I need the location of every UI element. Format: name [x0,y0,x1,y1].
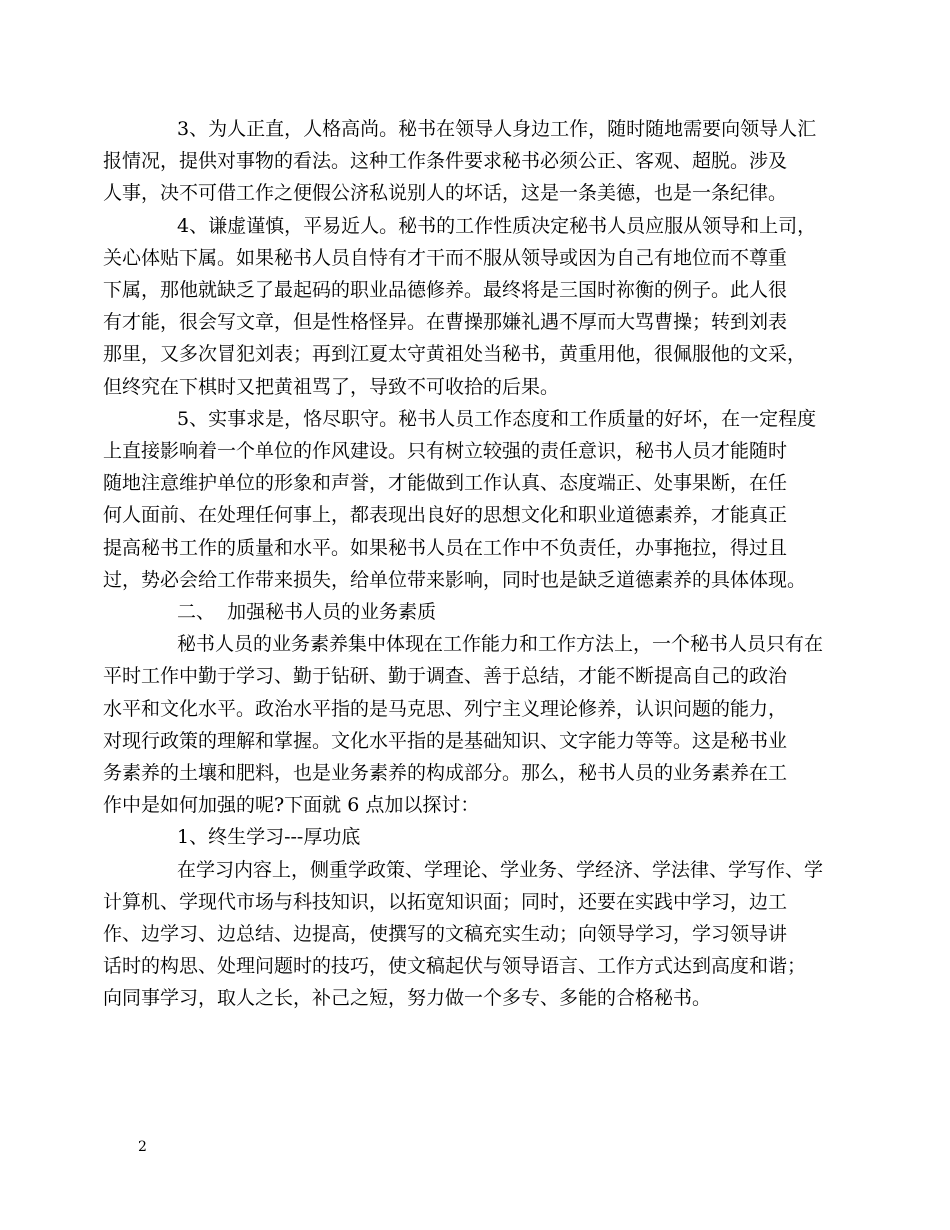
text-line: 4、谦虚谨慎，平易近人。秘书的工作性质决定秘书人员应服从领导和上司， [177,214,817,237]
text-line: 何人面前、在处理任何事上，都表现出良好的思想文化和职业道德素养，才能真正 [103,504,788,527]
text-line: 下属，那他就缺乏了最起码的职业品德修养。最终将是三国时祢衡的例子。此人很 [103,279,788,302]
text-line: 有才能，很会写文章，但是性格怪异。在曹操那嫌礼遇不厚而大骂曹操；转到刘表 [103,311,788,334]
paragraph-learning [103,854,825,1015]
text-line: 关心体贴下属。如果秘书人员自恃有才干而不服从领导或因为自己有地位而不尊重 [103,246,788,269]
text-line: 向同事学习，取人之长，补己之短，努力做一个多专、多能的合格秘书。 [103,987,712,1010]
text-line: 3、为人正直，人格高尚。秘书在领导人身边工作，随时随地需要向领导人汇 [177,118,817,140]
text-line: 作、边学习、边总结、边提高，使撰写的文稿充实生动；向领导学习，学习领导讲 [103,923,788,946]
paragraph-modesty [103,210,825,403]
paragraph-integrity [103,113,825,210]
text-line: 计算机、学现代市场与科技知识，以拓宽知识面；同时，还要在实践中学习，边工 [103,890,788,913]
subheading-lifelong-learning [140,821,825,853]
text-line: 水平和文化水平。政治水平指的是马克思、列宁主义理论修养，认识问题的能力， [103,697,788,720]
text-line: 二、 加强秘书人员的业务素质 [177,601,437,624]
text-line: 那里，又多次冒犯刘表；再到江夏太守黄祖处当秘书，黄重用他，很佩服他的文采， [103,343,807,366]
text-line: 提高秘书工作的质量和水平。如果秘书人员在工作中不负责任，办事拖拉，得过且 [103,536,788,559]
text-line: 作中是如何加强的呢?下面就 6 点加以探讨： [103,794,480,817]
text-line: 5、实事求是，恪尽职守。秘书人员工作态度和工作质量的好坏，在一定程度 [177,407,817,430]
page-number: 2 [138,1139,147,1155]
text-line: 报情况，提供对事物的看法。这种工作条件要求秘书必须公正、客观、超脱。涉及 [103,150,788,173]
paragraph-business-quality [103,628,825,821]
document-body [103,113,825,1015]
text-line: 对现行政策的理解和掌握。文化水平指的是基础知识、文字能力等等。这是秘书业 [103,729,788,752]
text-line: 话时的构思、处理问题时的技巧，使文稿起伏与领导语言、工作方式达到高度和谐； [103,955,807,978]
text-line: 但终究在下棋时又把黄祖骂了，导致不可收拾的后果。 [103,375,560,398]
text-line: 随地注意维护单位的形象和声誉，才能做到工作认真、态度端正、处事果断，在任 [103,472,788,495]
text-line: 在学习内容上，侧重学政策、学理论、学业务、学经济、学法律、学写作、学 [177,858,824,881]
text-line: 人事，决不可借工作之便假公济私说别人的坏话，这是一条美德，也是一条纪律。 [103,182,788,205]
section-heading [140,596,825,628]
text-line: 平时工作中勤于学习、勤于钻研、勤于调查、善于总结，才能不断提高自己的政治 [103,665,788,688]
text-line: 上直接影响着一个单位的作风建设。只有树立较强的责任意识，秘书人员才能随时 [103,440,788,463]
text-line: 1、终生学习---厚功底 [177,826,361,849]
text-line: 秘书人员的业务素养集中体现在工作能力和工作方法上，一个秘书人员只有在 [177,633,824,656]
paragraph-diligence [103,403,825,596]
text-line: 过，势必会给工作带来损失，给单位带来影响，同时也是缺乏道德素养的具体体现。 [103,568,807,591]
text-line: 务素养的土壤和肥料，也是业务素养的构成部分。那么，秘书人员的业务素养在工 [103,762,788,785]
